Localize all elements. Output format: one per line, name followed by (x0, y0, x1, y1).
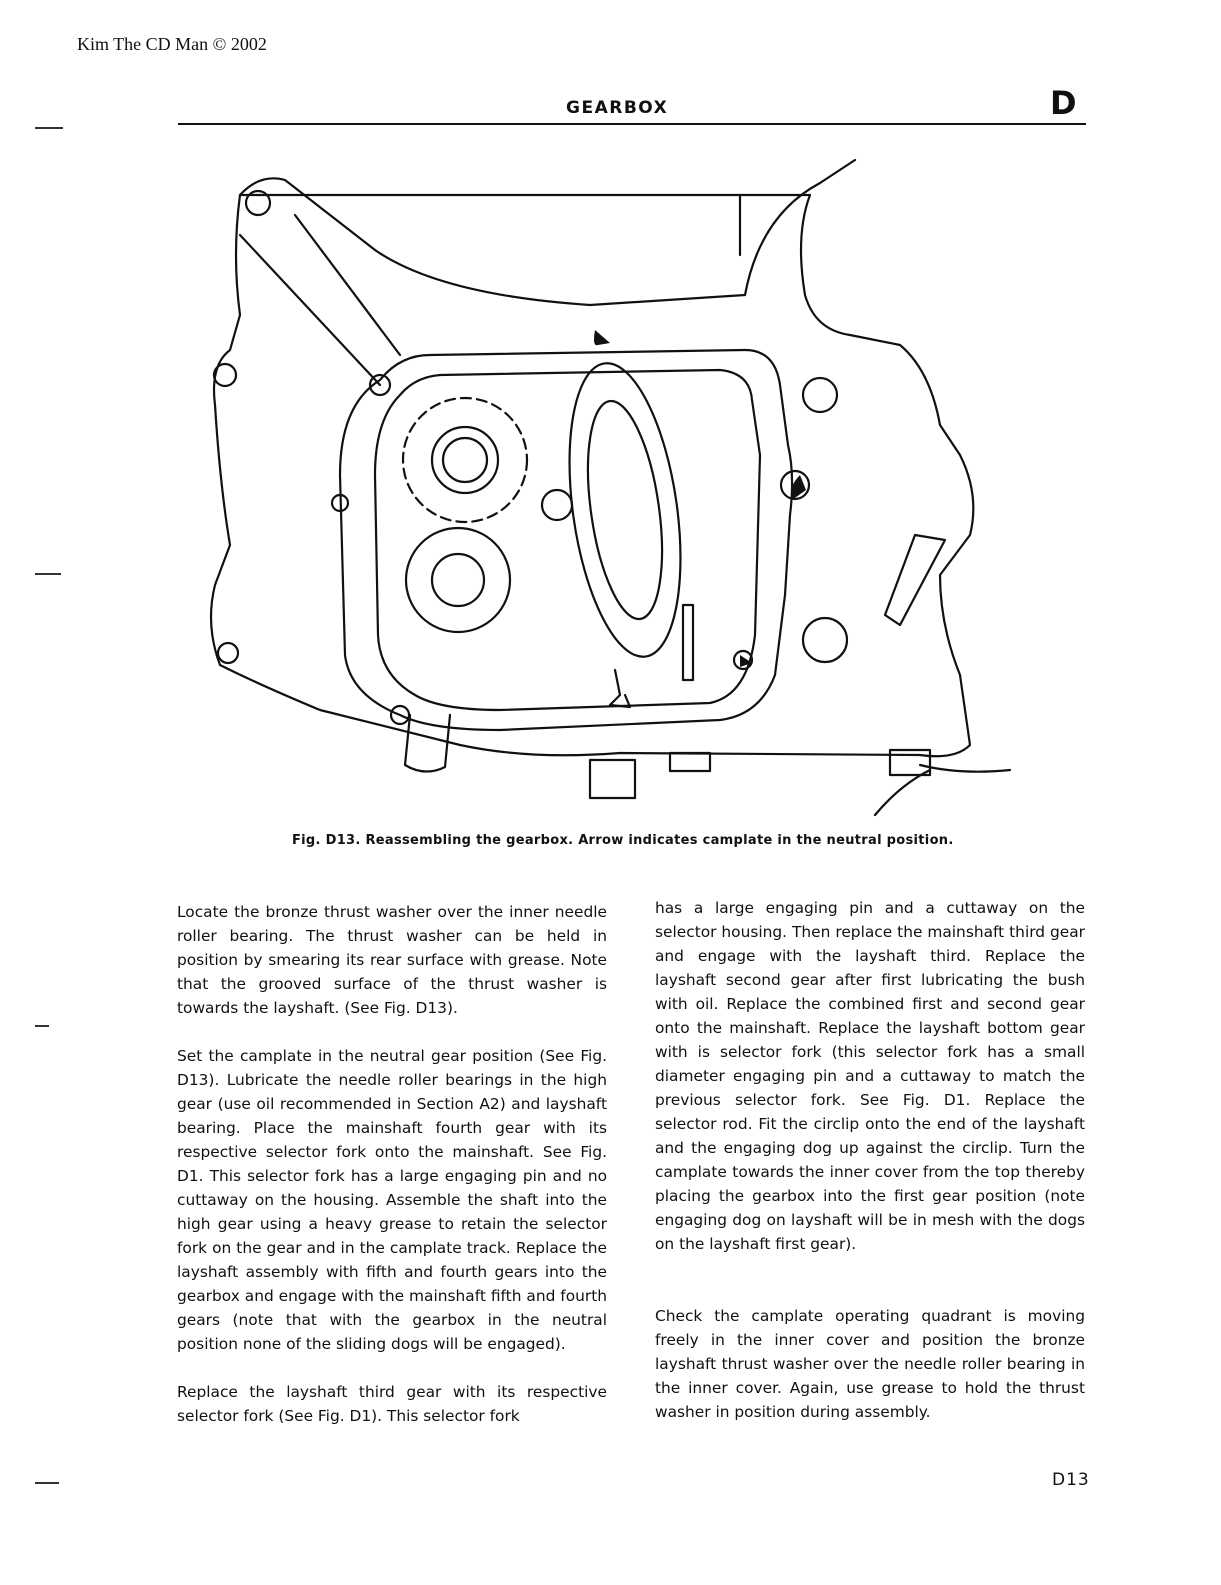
copyright-watermark: Kim The CD Man © 2002 (77, 34, 267, 54)
scan-margin-mark (35, 1025, 49, 1027)
section-title: GEARBOX (566, 98, 669, 118)
section-letter: D (1050, 84, 1077, 122)
paragraph: has a large engaging pin and a cuttaway on the selector housing. Then replace the mainshaft third gear and engage with the layshaft third. Replace the layshaft second gear after first lubricating the bush with oil. Replace the combined first and second gear onto the mainshaft. Replace the layshaft bottom gear with is selector fork (this selector fork has a small diameter engaging pin and a cuttaway to match the previous selector fork. See Fig. D1. Replace the selector rod. Fit the circlip onto the end of the layshaft and the engaging dog up against the circlip. Turn the camplate towards the inner cover from the top thereby placing the gearbox into the first gear position (note engaging dog on layshaft will be in mesh with the dogs on the layshaft first gear). (655, 899, 1085, 1253)
left-text-column (177, 900, 607, 1452)
scan-margin-mark (35, 573, 61, 575)
paragraph: Replace the layshaft third gear with its respective selector fork (See Fig. D1). This selector fork (177, 1383, 607, 1425)
paragraph: Locate the bronze thrust washer over the inner needle roller bearing. The thrust washer can be held in position by smearing its rear surface with grease. Note that the grooved surface of the thrust washer is towards the layshaft. (See Fig. D13). (177, 903, 607, 1017)
gearbox-illustration (200, 155, 1080, 825)
header-rule (178, 123, 1086, 125)
right-text-column (655, 896, 1085, 1448)
page-number: D13 (1052, 1470, 1090, 1490)
scan-margin-mark (35, 127, 63, 129)
scan-margin-mark (35, 1482, 59, 1484)
figure-caption: Fig. D13. Reassembling the gearbox. Arrow indicates camplate in the neutral position. (292, 833, 954, 848)
paragraph: Check the camplate operating quadrant is moving freely in the inner cover and position the bronze layshaft thrust washer over the needle roller bearing in the inner cover. Again, use grease to hold the thrust washer in position during assembly. (655, 1307, 1085, 1421)
paragraph: Set the camplate in the neutral gear position (See Fig. D13). Lubricate the needle roller bearings in the high gear (use oil recommended in Section A2) and layshaft bearing. Place the mainshaft fourth gear with its respective selector fork onto the mainshaft. See Fig. D1. This selector fork has a large engaging pin and no cuttaway on the housing. Assemble the shaft into the high gear using a heavy grease to retain the selector fork on the gear and in the camplate track. Replace the layshaft assembly with fifth and fourth gears into the gearbox and engage with the mainshaft fifth and fourth gears (note that with the gearbox in the neutral position none of the sliding dogs will be engaged). (177, 1047, 607, 1353)
